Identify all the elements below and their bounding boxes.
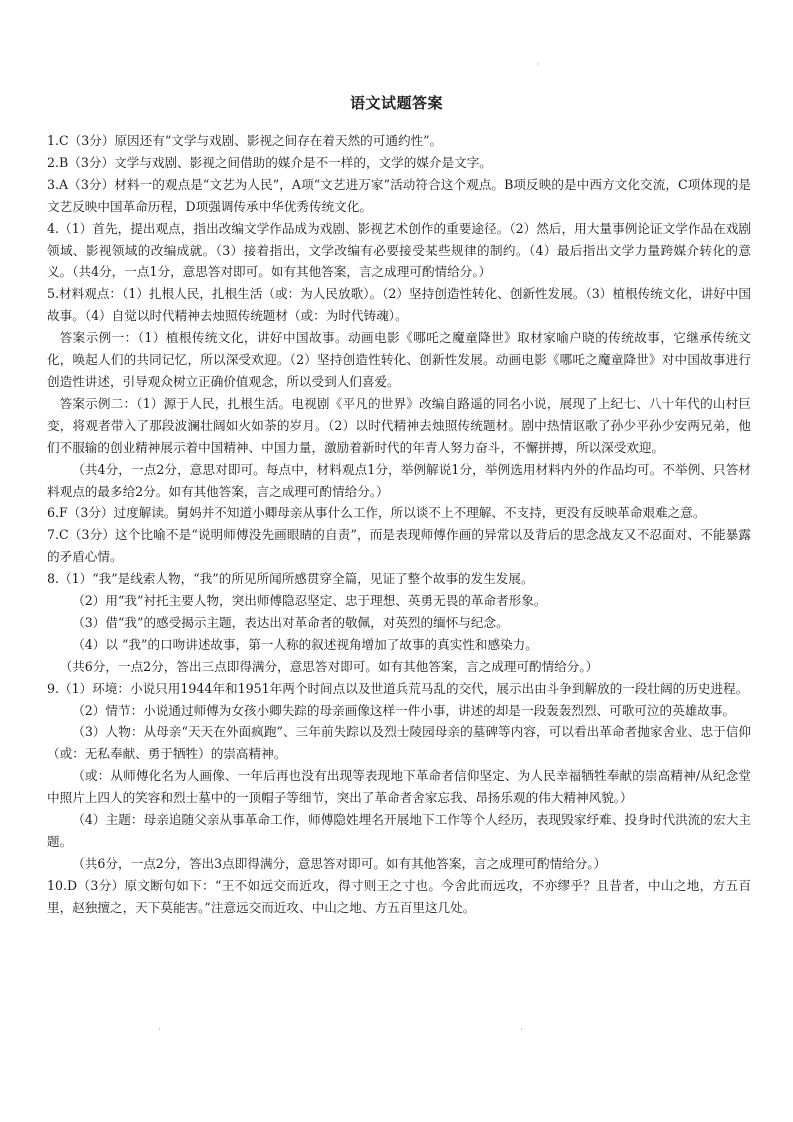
answer-3: 3.A（3分）材料一的观点是“文艺为人民”，A项“文艺进万家”活动符合这个观点。B项反映的是中西方文化交流，C项体现的是文艺反映中国革命历程，D项强调传承中华优秀传统文化。 xyxy=(47,176,751,214)
answer-1: 1.C（3分）原因还有“文学与戏剧、影视之间存在着天然的可通约性”。 xyxy=(47,133,443,148)
answer-2: 2.B（3分）文学与戏剧、影视之间借助的媒介是不一样的，文学的媒介是文字。 xyxy=(47,154,492,170)
answer-4: 4.（1）首先，提出观点，指出改编文学作品成为戏剧、影视艺术创作的重要途径。（2）然后，用大量事例论证文学作品在戏剧领域、影视领域的改编成就。（3）接着指出，文学改编有必要接受某些规律的制约。（4）最后指出文学力量跨媒介转化的意义。（共4分，一点1分，意思答对即可。如有其他答案，言之成理可酌情给分。） xyxy=(47,220,751,280)
answer-8-point-4: （4）以 “我”的口吻讲述故事，第一人称的叙述视角增加了故事的真实性和感染力。 xyxy=(72,636,538,652)
answer-8-point-2: （2）用“我”衬托主要人物，突出师傅隐忍坚定、忠于理想、英勇无畏的革命者形象。 xyxy=(72,593,547,609)
page-title: 语文试题答案 xyxy=(349,94,443,112)
answer-8-point-3: （3）借“我”的感受揭示主题，表达出对革命者的敬佩，对英烈的缅怀与纪念。 xyxy=(72,614,509,630)
answer-10: 10.D（3分）原文断句如下：“王不如远交而近攻，得寸则王之寸也。今舍此而远攻，不亦缪乎？且昔者，中山之地，方五百里，赵独擅之，天下莫能害。”注意远交而近攻、中山之地、方五百里这几处。 xyxy=(47,877,751,915)
footer-mark-left: · xyxy=(158,1025,161,1035)
answer-8-point-1: 8.（1）“我”是线索人物，“我”的所见所闻所感贯穿全篇，见证了整个故事的发生发展。 xyxy=(47,571,534,587)
answer-9-point-3-alt: （或：从师傅化名为人画像、一年后再也没有出现等表现地下革命者信仰坚定、为人民幸福牺牲奉献的崇高精神/从纪念堂中照片上四人的笑容和烈士墓中的一顶帽子等细节，突出了革命者舍家忘我、昂扬乐观的伟大精神风貌。） xyxy=(47,768,751,806)
answer-9-point-3: （3）人物：从母亲“天天在外面疯跑”、三年前失踪以及烈士陵园母亲的墓碑等内容，可以看出革命者抛家舍业、忠于信仰（或：无私奉献、勇于牺牲）的崇高精神。 xyxy=(47,724,751,762)
answer-9-point-2: （2）情节：小说通过师傅为女孩小卿失踪的母亲画像这样一件小事，讲述的却是一段轰轰烈烈、可歌可泣的英雄故事。 xyxy=(72,702,736,718)
answer-7: 7.C（3分）这个比喻不是“说明师傅没先画眼睛的自责”，而是表现师傅作画的异常以及背后的思念战友又不忍面对、不能暴露的矛盾心情。 xyxy=(47,527,751,565)
answer-9-scoring: （共6分，一点2分，答出3点即得满分，意思答对即可。如有其他答案，言之成理可酌情给分。） xyxy=(72,855,607,871)
answer-9-point-1: 9.（1）环境：小说只用1944年和1951年两个时间点以及世道兵荒马乱的交代，展示出由斗争到解放的一段壮阔的历史进程。 xyxy=(47,680,749,696)
answer-5: 5.材料观点：（1）扎根人民，扎根生活（或：为人民放歌）。（2）坚持创造性转化、创新性发展。（3）植根传统文化，讲好中国故事。（4）自觉以时代精神去烛照传统题材（或：为时代铸魂）。 xyxy=(47,286,751,324)
answer-5-scoring: （共4分，一点2分，意思对即可。每点中，材料观点1分，举例解说1分，举例选用材料内外的作品均可。不举例、只答材料观点的最多给2分。如有其他答案，言之成理可酌情给分。） xyxy=(47,461,751,499)
answer-content xyxy=(47,130,751,919)
answer-9-point-4: （4）主题：母亲追随父亲从事革命工作，师傅隐姓埋名开展地下工作等个人经历，表现毁家纾难、投身时代洪流的宏大主题。 xyxy=(47,812,751,849)
footer-mark-right: · xyxy=(520,1025,523,1035)
answer-5-example-1: 答案示例一：（1）植根传统文化，讲好中国故事。动画电影《哪吒之魔童降世》取材家喻户晓的传统故事，它继承传统文化，唤起人们的共同记忆，所以深受欢迎。（2）坚持创造性转化、创新性发展。动画电影《哪吒之魔童降世》对中国故事进行创造性讲述，引导观众树立正确价值观念，所以受到人们喜爱。 xyxy=(47,330,751,389)
answer-5-example-2: 答案示例二：（1）源于人民，扎根生活。电视剧《平凡的世界》改编自路遥的同名小说，展现了上纪七、八十年代的山村巨变，将观者带入了那段波澜壮阔如火如荼的岁月。（2）以时代精神去烛照传统题材。剧中热情讴歌了孙少平孙少安两兄弟，他们不服输的创业精神展示着中国精神、中国力量，激励着新时代的年青人努力奋斗，不懈拼搏，所以深受欢迎。 xyxy=(47,395,751,455)
scan-dot: · xyxy=(537,60,540,69)
answer-6: 6.F（3分）过度解读。舅妈并不知道小卿母亲从事什么工作，所以谈不上不理解、不支持，更没有反映革命艰难之意。 xyxy=(47,505,706,521)
answer-8-scoring: （共6分，一点2分，答出三点即得满分，意思答对即可。如有其他答案，言之成理可酌情给分。） xyxy=(59,658,599,674)
